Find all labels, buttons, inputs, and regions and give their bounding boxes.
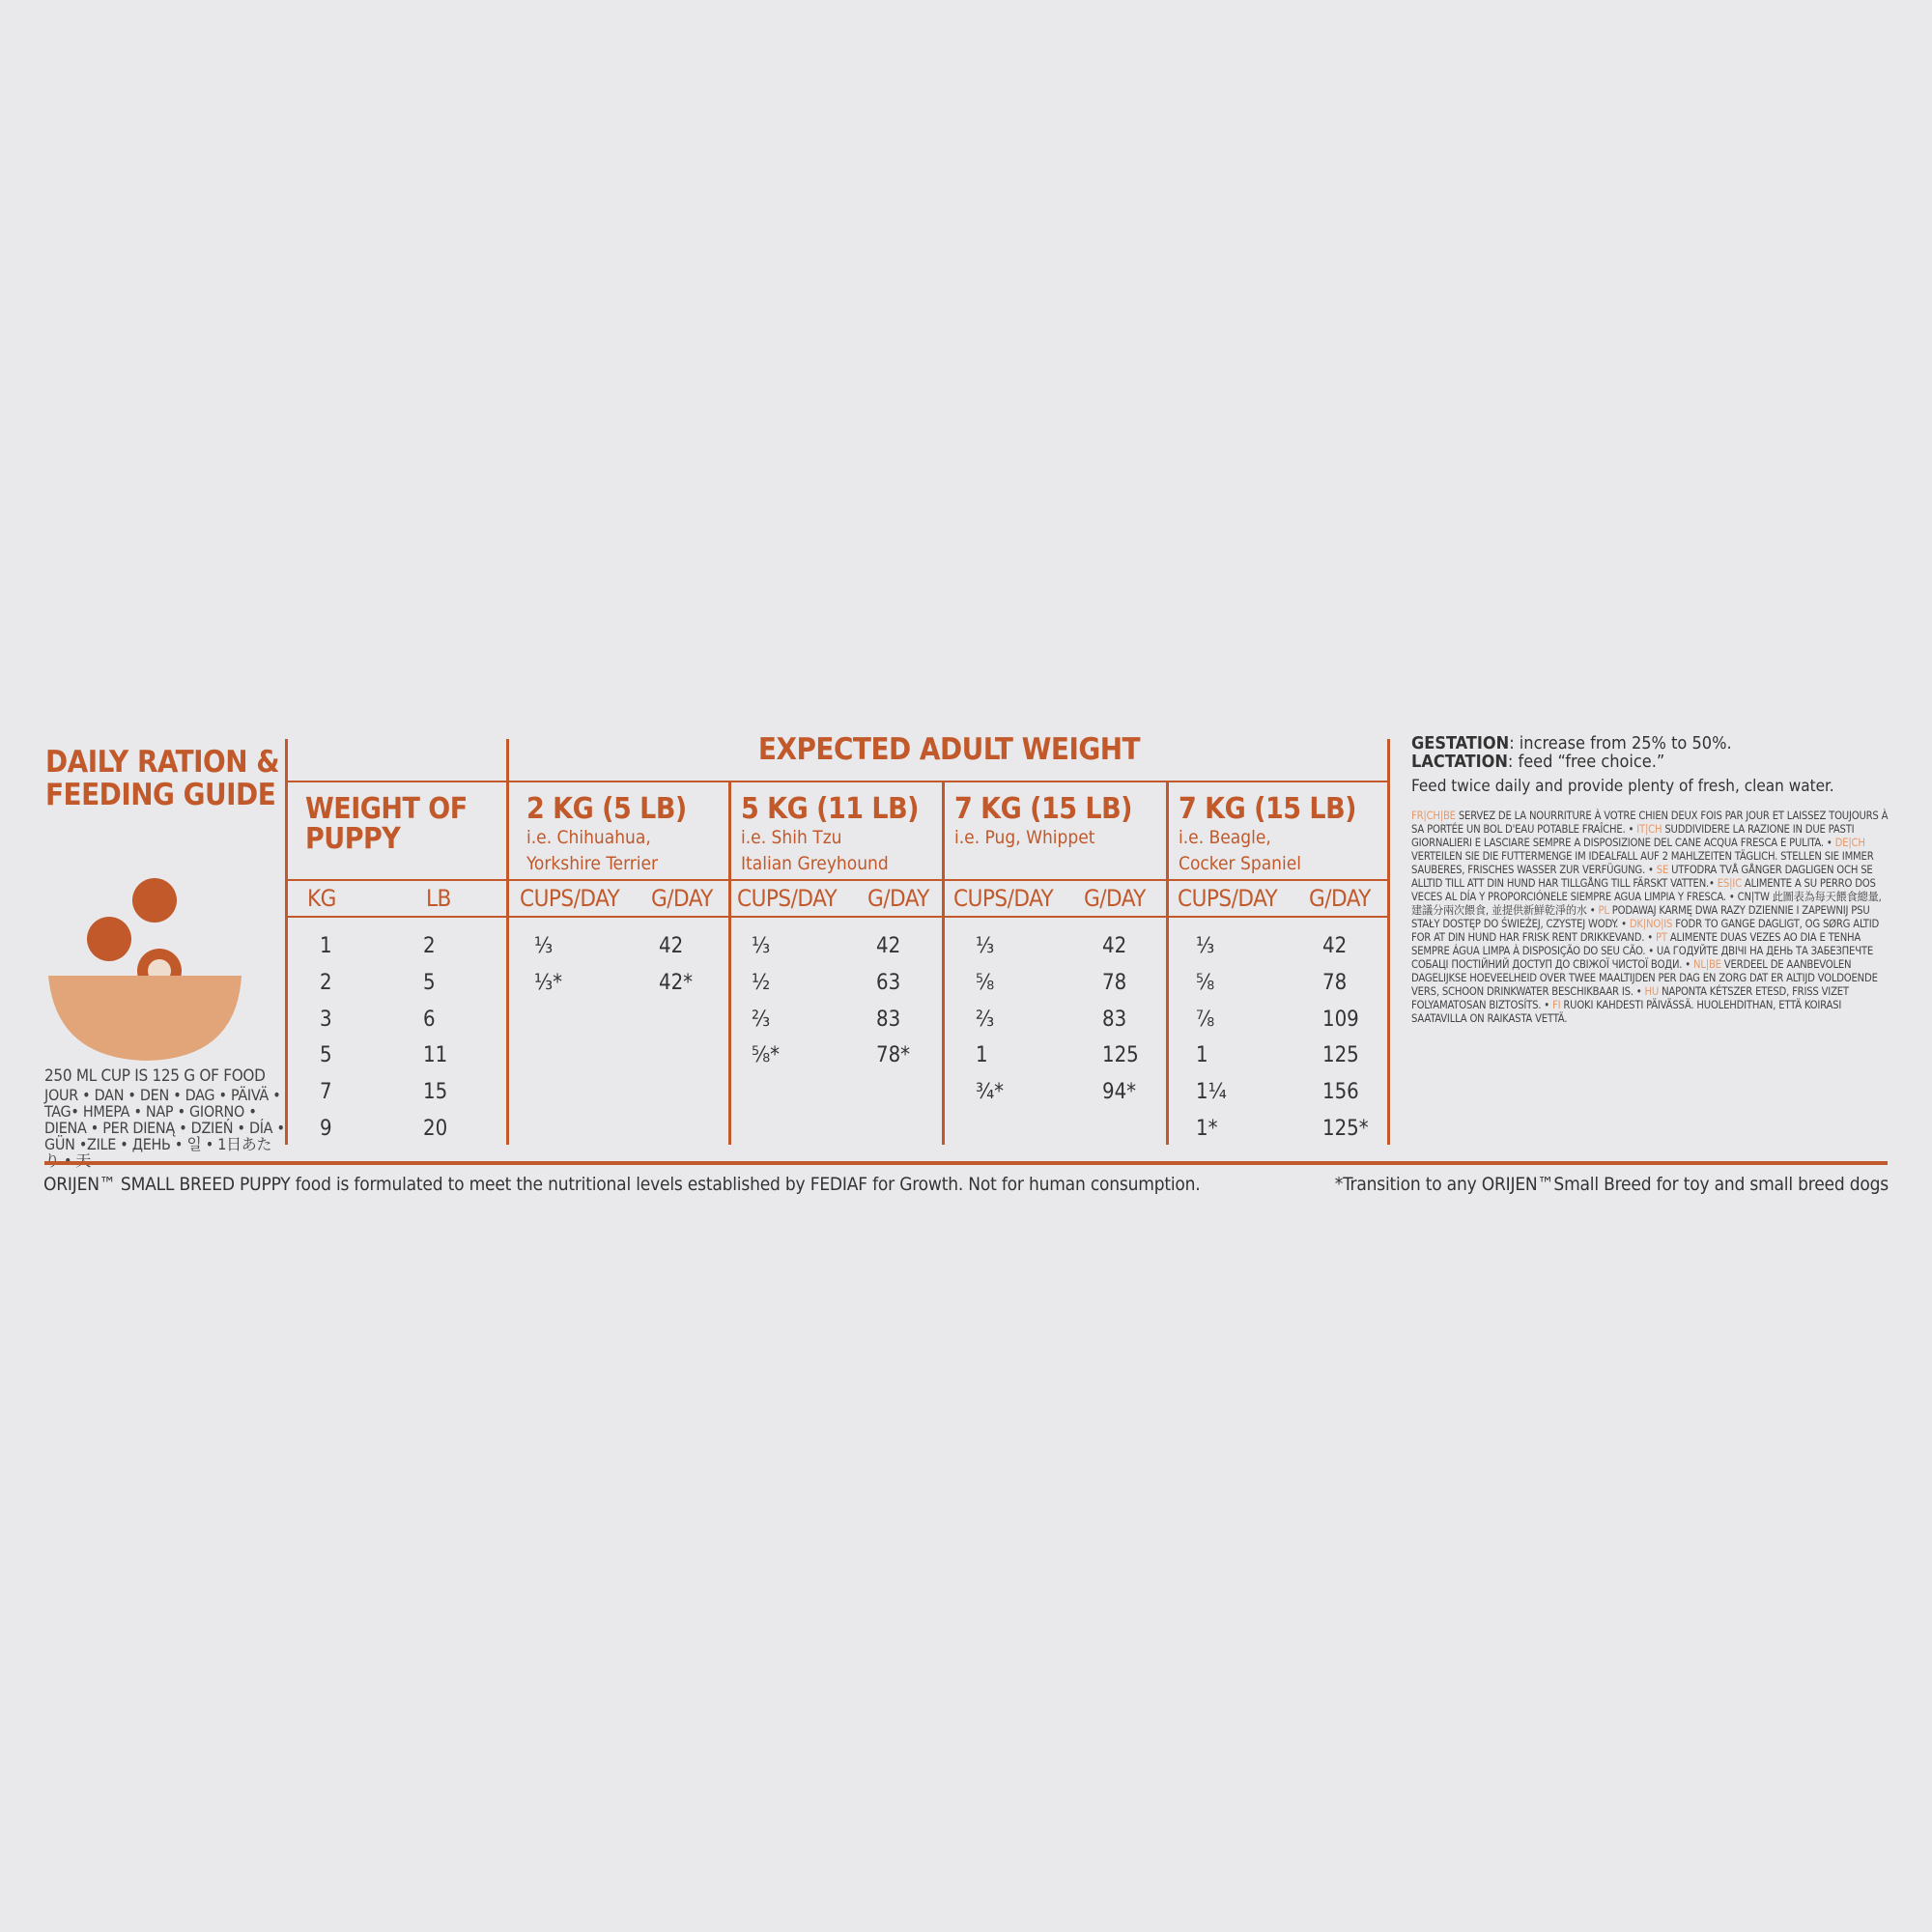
lang-text: SERVEZ DE LA NOURRITURE À VOTRE CHIEN DEUX FOIS PAR JOUR ET LAISSEZ TOUJOURS À SA PORTÉE UN BOL D'EAU POTABLE FRAÎCHE. • (1411, 810, 1889, 836)
lang-code: DE|CH (1834, 837, 1865, 849)
col-7kg-beagle-g: 42 (1322, 934, 1348, 958)
col-7kg-pug-g: 78 (1102, 971, 1127, 995)
col-2kg-g-label: G/DAY (651, 885, 713, 912)
lang-text: ALIMENTE A SU PERRO DOS VECES AL DÍA Y PROPORCIÓNELE SIEMPRE AGUA LIMPIA Y FRESCA. • CN|TW 此圖表為每天餵食總量, 建議分兩次餵食, 並提供新鮮乾淨的水 • (1411, 877, 1882, 917)
lang-code: DK|NO|IS (1629, 918, 1673, 930)
table-rule-header (286, 879, 1389, 881)
puppy-lb: 20 (423, 1117, 448, 1141)
col-7kg-beagle-breed-line2: Cocker Spaniel (1179, 853, 1302, 874)
lactation-label: LACTATION (1411, 752, 1508, 772)
col-7kg-beagle-cups-label: CUPS/DAY (1178, 885, 1278, 912)
col-7kg-pug-cups: ⅓ (976, 934, 995, 958)
col-5kg-g-label: G/DAY (867, 885, 929, 912)
puppy-kg: 1 (320, 934, 332, 958)
expected-adult-weight-title: EXPECTED ADULT WEIGHT (757, 732, 1141, 767)
col-2kg-cups-label: CUPS/DAY (520, 885, 620, 912)
col-7kg-beagle-weight: 7 KG (15 LB) (1179, 792, 1357, 826)
lang-text: FODR TO GANGE DAGLIGT, OG SØRG ALTID FOR AT DIN HUND HAR FRISK RENT DRIKKEVAND. • (1411, 918, 1880, 944)
table-rule-subheader (286, 916, 1389, 918)
col-7kg-beagle-g-label: G/DAY (1309, 885, 1371, 912)
col-7kg-pug-cups-label: CUPS/DAY (953, 885, 1054, 912)
col-5kg-g: 83 (876, 1008, 901, 1032)
col-2kg-breed-line2: Yorkshire Terrier (526, 853, 659, 874)
puppy-lb: 5 (423, 971, 436, 995)
col-7kg-beagle-g: 125* (1322, 1117, 1369, 1141)
col-5kg-breed-line2: Italian Greyhound (741, 853, 889, 874)
col-7kg-pug-cups: ⅔ (976, 1008, 995, 1032)
lang-code: ES|IC (1717, 877, 1742, 890)
col-7kg-beagle-g: 125 (1322, 1043, 1359, 1067)
col-7kg-beagle-cups: 1* (1196, 1117, 1218, 1141)
puppy-lb: 11 (423, 1043, 448, 1067)
table-divider-2 (728, 781, 731, 1145)
puppy-kg: 7 (320, 1080, 332, 1104)
lang-code: PT (1656, 931, 1667, 944)
footer-disclaimer: ORIJEN™ SMALL BREED PUPPY food is formulated to meet the nutritional levels established by FEDIAF for Growth. Not for human consumption. (43, 1174, 1201, 1195)
puppy-lb: 2 (423, 934, 436, 958)
col-7kg-beagle-cups: 1 (1196, 1043, 1208, 1067)
table-border-left (285, 739, 288, 1145)
feed-twice-note: Feed twice daily and provide plenty of fresh, clean water. (1411, 777, 1834, 796)
table-divider-3 (942, 781, 945, 1145)
table-divider-4 (1166, 781, 1169, 1145)
col-7kg-pug-g: 94* (1102, 1080, 1137, 1104)
puppy-lb: 15 (423, 1080, 448, 1104)
table-border-right (1387, 739, 1390, 1145)
col-7kg-pug-g: 83 (1102, 1008, 1127, 1032)
lang-text: ALIMENTE DUAS VEZES AO DIA E TENHA SEMPRE ÁGUA LIMPA À DISPOSIÇÃO DO SEU CÃO. • UA ГОДУЙТЕ ДВІЧІ НА ДЕНЬ ТА ЗАБЕЗПЕЧТЕ СОБАЦІ ПОСТІЙНИЙ ДОСТУП ДО СВІЖОЇ ЧИСТОЇ ВОДИ. • (1411, 931, 1874, 971)
bowl-illustration (39, 869, 256, 1067)
puppy-kg: 3 (320, 1008, 332, 1032)
col-2kg-g: 42 (659, 934, 684, 958)
lang-code: PL (1598, 904, 1609, 917)
col-5kg-g: 63 (876, 971, 901, 995)
puppy-lb: 6 (423, 1008, 436, 1032)
footer-rule (44, 1161, 1888, 1165)
col-5kg-cups-label: CUPS/DAY (737, 885, 838, 912)
lang-text: UTFODRA TVÅ GÅNGER DAGLIGEN OCH SE ALLTID TILL ATT DIN HUND HAR TILLGÅNG TILL FÄRSKT VATTEN.• (1411, 864, 1873, 890)
col-7kg-pug-weight: 7 KG (15 LB) (954, 792, 1133, 826)
col-7kg-beagle-g: 109 (1322, 1008, 1359, 1032)
lang-text: PODAWAJ KARMĘ DWA RAZY DZIENNIE I ZAPEWNIJ PSU STAŁY DOSTĘP DO ŚWIEŻEJ, CZYSTEJ WODY. • (1411, 904, 1870, 930)
col-7kg-pug-cups: ⅝ (976, 971, 995, 995)
col-7kg-beagle-cups: ⅞ (1196, 1008, 1215, 1032)
col-5kg-cups: ⅓ (752, 934, 771, 958)
feeding-guide-title: DAILY RATION & FEEDING GUIDE (45, 745, 280, 812)
lang-text: NAPONTA KÉTSZER ETESD, FRISS VIZET FOLYAMATOSAN BIZTOSÍTS. • (1411, 985, 1849, 1011)
lb-label: LB (426, 885, 451, 912)
lang-code: HU (1644, 985, 1660, 998)
lang-text: SUDDIVIDERE LA RAZIONE IN DUE PASTI GIORNALIERI E LASCIARE SEMPRE A DISPOSIZIONE DEL CANE ACQUA FRESCA E PULITA. • (1411, 823, 1855, 849)
kg-label: KG (307, 885, 336, 912)
lang-code: SE (1656, 864, 1669, 876)
col-5kg-breed-line1: i.e. Shih Tzu (741, 827, 842, 848)
gestation-note (1411, 734, 1732, 753)
col-2kg-cups: ⅓ (534, 934, 554, 958)
kibble-circle-top (132, 878, 177, 923)
weight-of-puppy-heading: WEIGHT OF PUPPY (305, 792, 468, 856)
col-7kg-beagle-g: 156 (1322, 1080, 1359, 1104)
lang-code: IT|CH (1636, 823, 1662, 836)
col-7kg-pug-g-label: G/DAY (1084, 885, 1146, 912)
col-2kg-cups: ⅓* (534, 971, 563, 995)
lang-text: VERTEILEN SIE DIE FUTTERMENGE IM IDEALFALL AUF 2 MAHLZEITEN TÄGLICH. STELLEN SIE IMMER SAUBERES, FRISCHES WASSER ZUR VERFÜGUNG. • (1411, 850, 1874, 876)
gestation-text: : increase from 25% to 50%. (1509, 733, 1732, 753)
col-2kg-g: 42* (659, 971, 694, 995)
col-7kg-beagle-breed-line1: i.e. Beagle, (1179, 827, 1271, 848)
col-5kg-g: 42 (876, 934, 901, 958)
col-7kg-pug-g: 42 (1102, 934, 1127, 958)
col-2kg-breed-line1: i.e. Chihuahua, (526, 827, 651, 848)
bowl-note (44, 1068, 286, 1169)
col-5kg-cups: ⅝* (752, 1043, 781, 1067)
col-5kg-g: 78* (876, 1043, 911, 1067)
col-7kg-pug-breed-line1: i.e. Pug, Whippet (954, 827, 1095, 848)
col-7kg-pug-cups: 1 (976, 1043, 988, 1067)
table-rule-top (286, 781, 1389, 782)
multilingual-feeding-note (1411, 810, 1894, 1026)
col-7kg-pug-g: 125 (1102, 1043, 1139, 1067)
col-7kg-beagle-cups: ⅝ (1196, 971, 1215, 995)
col-5kg-weight: 5 KG (11 LB) (741, 792, 920, 826)
table-divider-1 (506, 739, 509, 1145)
lang-text: VERDEEL DE AANBEVOLEN DAGELIJKSE HOEVEELHEID OVER TWEE MAALTIJDEN PER DAG EN ZORG DAT ER ALTIJD VOLDOENDE VERS, SCHOON DRINKWATER BESCHIKBAAR IS. • (1411, 958, 1878, 998)
lang-code: NL|BE (1693, 958, 1721, 971)
puppy-kg: 5 (320, 1043, 332, 1067)
kibble-circle-left (87, 917, 131, 961)
lang-code: FI (1552, 999, 1561, 1011)
col-5kg-cups: ⅔ (752, 1008, 771, 1032)
col-7kg-pug-cups: ¾* (976, 1080, 1005, 1104)
lang-text: RUOKI KAHDESTI PÄIVÄSSÄ. HUOLEHDITHAN, ETTÄ KOIRASI SAATAVILLA ON RAIKASTA VETTÄ. (1411, 999, 1842, 1025)
col-2kg-weight: 2 KG (5 LB) (526, 792, 687, 826)
puppy-kg: 2 (320, 971, 332, 995)
gestation-label: GESTATION (1411, 733, 1510, 753)
col-5kg-cups: ½ (752, 971, 771, 995)
lactation-text: : feed “free choice.” (1507, 752, 1665, 772)
col-7kg-beagle-cups: 1¼ (1196, 1080, 1227, 1104)
lang-code: FR|CH|BE (1411, 810, 1456, 822)
lactation-note (1411, 753, 1664, 771)
col-7kg-beagle-cups: ⅓ (1196, 934, 1215, 958)
day-words: JOUR • DAN • DEN • DAG • PÄIVÄ • TAG• HMEPA • NAP • GIORNO • DIENA • PER DIENĄ • DZIEŃ • DÍA • GÜN •ZILE • ДЕНЬ • 일 • 1日あた (44, 1086, 285, 1153)
bowl-icon (48, 976, 242, 1061)
col-7kg-beagle-g: 78 (1322, 971, 1348, 995)
puppy-kg: 9 (320, 1117, 332, 1141)
footer-transition-note: *Transition to any ORIJEN™Small Breed for toy and small breed dogs (1334, 1174, 1889, 1195)
cup-note: 250 ML CUP IS 125 G OF FOOD (44, 1066, 266, 1086)
